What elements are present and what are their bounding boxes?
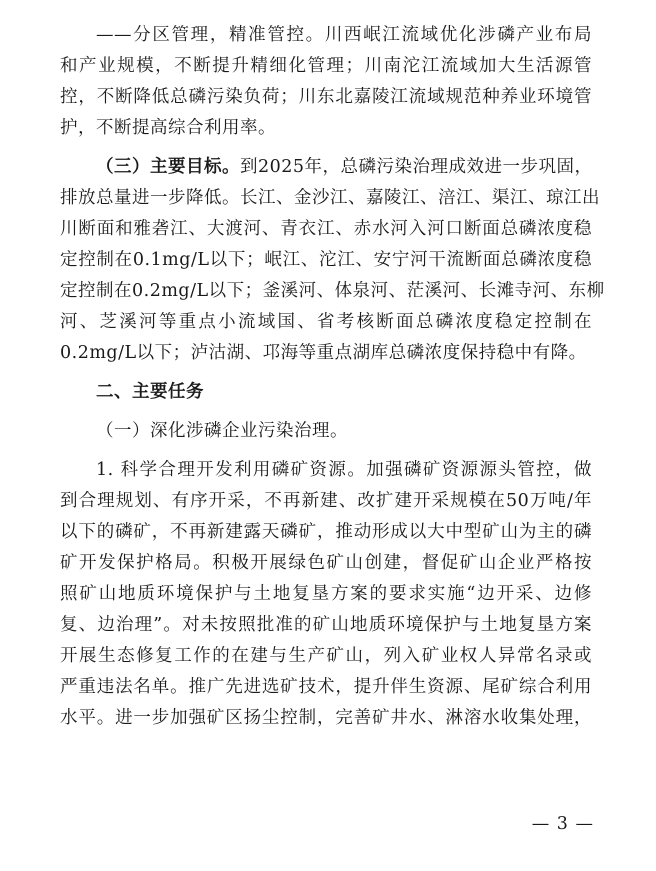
document-body [60, 20, 605, 734]
text-line: 以下的磷矿，不再新建露天磷矿，推动形成以大中型矿山为主的磷 [60, 522, 592, 542]
text-line: 1. 科学合理开发利用磷矿资源。加强磷矿资源源头管控，做 [96, 460, 592, 480]
paragraph-phosphate-mining [60, 455, 592, 734]
text-line: 川断面和雅砻江、大渡河、青衣江、赤水河入河口断面总磷浓度稳 [60, 219, 592, 239]
text-line: 排放总量进一步降低。长江、金沙江、嘉陵江、涪江、渠江、琼江出 [60, 188, 600, 208]
spacer [60, 144, 592, 152]
page-number: — 3 — [531, 814, 594, 834]
subsection-heading: （一）深化涉磷企业污染治理。 [96, 421, 348, 441]
text-line: 严重违法名单。推广先进选矿技术，提升伴生资源、尾矿综合利用 [60, 677, 592, 697]
text-line: 矿开发保护格局。积极开展绿色矿山创建，督促矿山企业严格按 [60, 553, 592, 573]
text-line: 照矿山地质环境保护与土地复垦方案的要求实施“边开采、边修 [60, 584, 592, 604]
spacer [60, 408, 592, 416]
paragraph-zoning [60, 20, 592, 144]
text-line: 0.2mg/L以下；泸沽湖、邛海等重点湖库总磷浓度保持稳中有降。 [60, 343, 587, 363]
spacer [60, 447, 592, 455]
text-line: 定控制在0.2mg/L以下；釜溪河、体泉河、茫溪河、长滩寺河、东柳 [60, 281, 605, 301]
text-line: 控，不断降低总磷污染负荷；川东北嘉陵江流域规范种养业环境管 [60, 87, 592, 107]
text-line: 开展生态修复工作的在建与生产矿山，列入矿业权人异常名录或 [60, 646, 592, 666]
section-heading: 二、主要任务 [96, 382, 204, 402]
paragraph-main-goals [60, 152, 605, 369]
text-line: ——分区管理，精准管控。川西岷江流域优化涉磷产业布局 [96, 25, 592, 45]
goals-lead: （三）主要目标。 [96, 157, 240, 177]
spacer [60, 369, 592, 377]
text-line: 定控制在0.1mg/L以下；岷江、沱江、安宁河干流断面总磷浓度稳 [60, 250, 592, 270]
text-line: 河、芝溪河等重点小流域国、省考核断面总磷浓度稳定控制在 [60, 312, 592, 332]
text-line: 水平。进一步加强矿区扬尘控制，完善矿井水、淋溶水收集处理， [60, 708, 592, 728]
text-line: 复、边治理”。对未按照批准的矿山地质环境保护与土地复垦方案 [60, 615, 592, 635]
text-line: 到合理规划、有序开采，不再新建、改扩建开采规模在50万吨/年 [60, 491, 592, 511]
goals-first-line-rest: 到2025年，总磷污染治理成效进一步巩固， [240, 157, 593, 177]
text-line [60, 152, 592, 183]
text-line: 护，不断提高综合利用率。 [60, 118, 276, 138]
text-line: 和产业规模，不断提升精细化管理；川南沱江流域加大生活源管 [60, 56, 592, 76]
